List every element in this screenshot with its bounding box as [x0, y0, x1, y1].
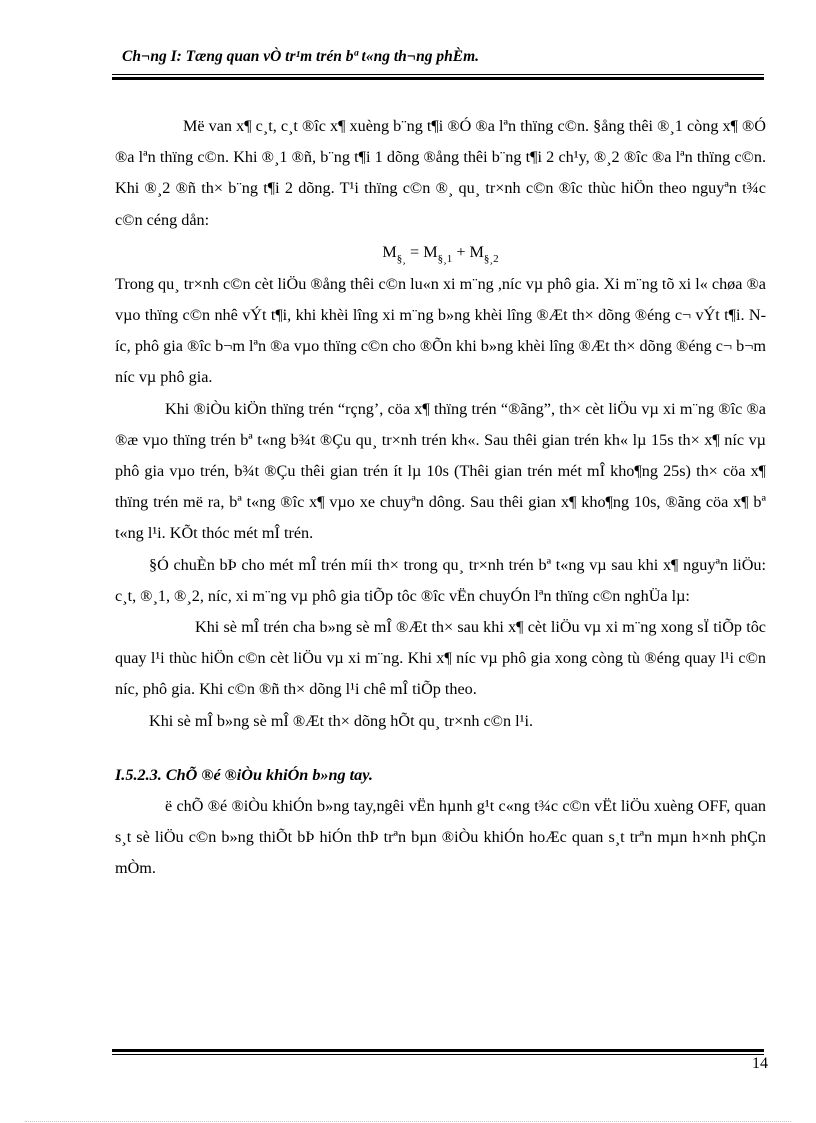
- paragraph-5: Khi sè mÎ trén cha b»ng sè mÎ ®Æt th× sau khi x¶ cèt liÖu vµ xi m¨ng xong sÏ tiÕp tôc quay l¹i thùc hiÖn c©n cèt liÖu vµ xi m¨ng. Khi x¶ níc vµ phô gia xong còng tù ®éng quay l¹i c©n níc, phô gia. Khi c©n ®ñ th× dõng l¹i chê mÎ tiÕp theo.: [115, 618, 766, 699]
- page-number: 14: [752, 1055, 768, 1072]
- paragraph-2: Trong qu¸ tr×nh c©n cèt liÖu ®ång thêi c©n lu«n xi m¨ng ,níc vµ phô gia. Xi m¨ng tõ xi l« chøa ®a vµo thïng c©n nhê vÝt t¶i, khi khèi lîng xi m¨ng b»ng khèi lîng ®Æt th× dõng ®éng c¬ vÝt t¶i. Níc, phô gia ®îc b¬m lªn ®a vµo thïng c©n cho ®Õn khi b»ng khèi lîng ®Æt th× dõng ®éng c¬ b¬m níc vµ phô gia.: [115, 274, 766, 387]
- formula: [115, 236, 766, 269]
- page-bottom-dotted-border: [25, 1121, 791, 1122]
- paragraph-4: §Ó chuÈn bÞ cho mét mÎ trén míi th× trong qu¸ tr×nh trén bª t«ng vµ sau khi x¶ nguyªn liÖu: c¸t, ®¸1, ®¸2, níc, xi m¨ng vµ phô gia tiÕp tôc ®îc vËn chuyÓn lªn thïng c©n nghÜa lµ:: [115, 555, 766, 605]
- footer-rule-thick: [112, 1049, 764, 1052]
- paragraph-3: Khi ®iÒu kiÖn thïng trén “rçng’, cöa x¶ thïng trén “®ãng”, th× cèt liÖu vµ xi m¨ng ®îc ®a ®æ vµo thïng trén bª t«ng b¾t ®Çu qu¸ tr×nh trén kh«. Sau thêi gian trén kh« lµ 15s th× x¶ níc vµ phô gia vµo trén, b¾t ®Çu thêi gian trén ít lµ 10s (Thêi gian trén mét mÎ kho¶ng 25s) th× cöa x¶ thïng trén më ra, bª t«ng ®îc x¶ vµo xe chuyªn dông. Sau thêi gian x¶ kho¶ng 10s, ®ãng cöa x¶ bª t«ng l¹i. KÕt thóc mét mÎ trén.: [115, 399, 766, 543]
- formula-term-2-subscript: §¸2: [483, 252, 499, 265]
- body-text: [115, 111, 766, 885]
- paragraph-7: ë chÕ ®é ®iÒu khiÓn b»ng tay,ngêi vËn hµnh g¹t c«ng t¾c c©n vËt liÖu xuèng OFF, quan s¸t sè liÖu c©n b»ng thiÕt bÞ hiÓn thÞ trªn bµn ®iÒu khiÓn hoÆc quan s¸t trªn mµn h×nh phÇn mÒm.: [115, 797, 766, 878]
- paragraph-1: Më van x¶ c¸t, c¸t ®îc x¶ xuèng b¨ng t¶i ®Ó ®a lªn thïng c©n. §ång thêi ®¸1 còng x¶ ®Ó ®a lªn thïng c©n. Khi ®¸1 ®ñ, b¨ng t¶i 1 dõng ®ång thêi b¨ng t¶i 2 ch¹y, ®¸2 ®îc ®a lªn thïng c©n. Khi ®¸2 ®ñ th× b¨ng t¶i 2 dõng. T¹i thïng c©n ®¸ qu¸ tr×nh c©n ®îc thùc hiÖn theo nguyªn t¾c c©n céng dån:: [115, 117, 766, 229]
- running-header: Ch¬ng I: Tæng quan vÒ tr¹m trén bª t«ng th¬ng phÈm.: [122, 48, 480, 65]
- formula-lhs-subscript: §¸: [396, 252, 406, 265]
- formula-plus: +: [452, 242, 470, 261]
- header-rule-thin: [112, 74, 764, 75]
- formula-term-1: M: [423, 242, 438, 261]
- section-heading: I.5.2.3. ChÕ ®é ®iÒu khiÓn b»ng tay.: [115, 765, 373, 784]
- footer-rule-thin: [112, 1054, 764, 1055]
- formula-equals: =: [405, 242, 424, 261]
- paragraph-6: Khi sè mÎ b»ng sè mÎ ®Æt th× dõng hÕt qu¸ tr×nh c©n l¹i.: [149, 711, 534, 730]
- formula-term-2: M: [469, 242, 484, 261]
- formula-term-1-subscript: §¸1: [437, 252, 453, 265]
- header-rule-thick: [112, 77, 764, 80]
- formula-lhs: M: [382, 242, 397, 261]
